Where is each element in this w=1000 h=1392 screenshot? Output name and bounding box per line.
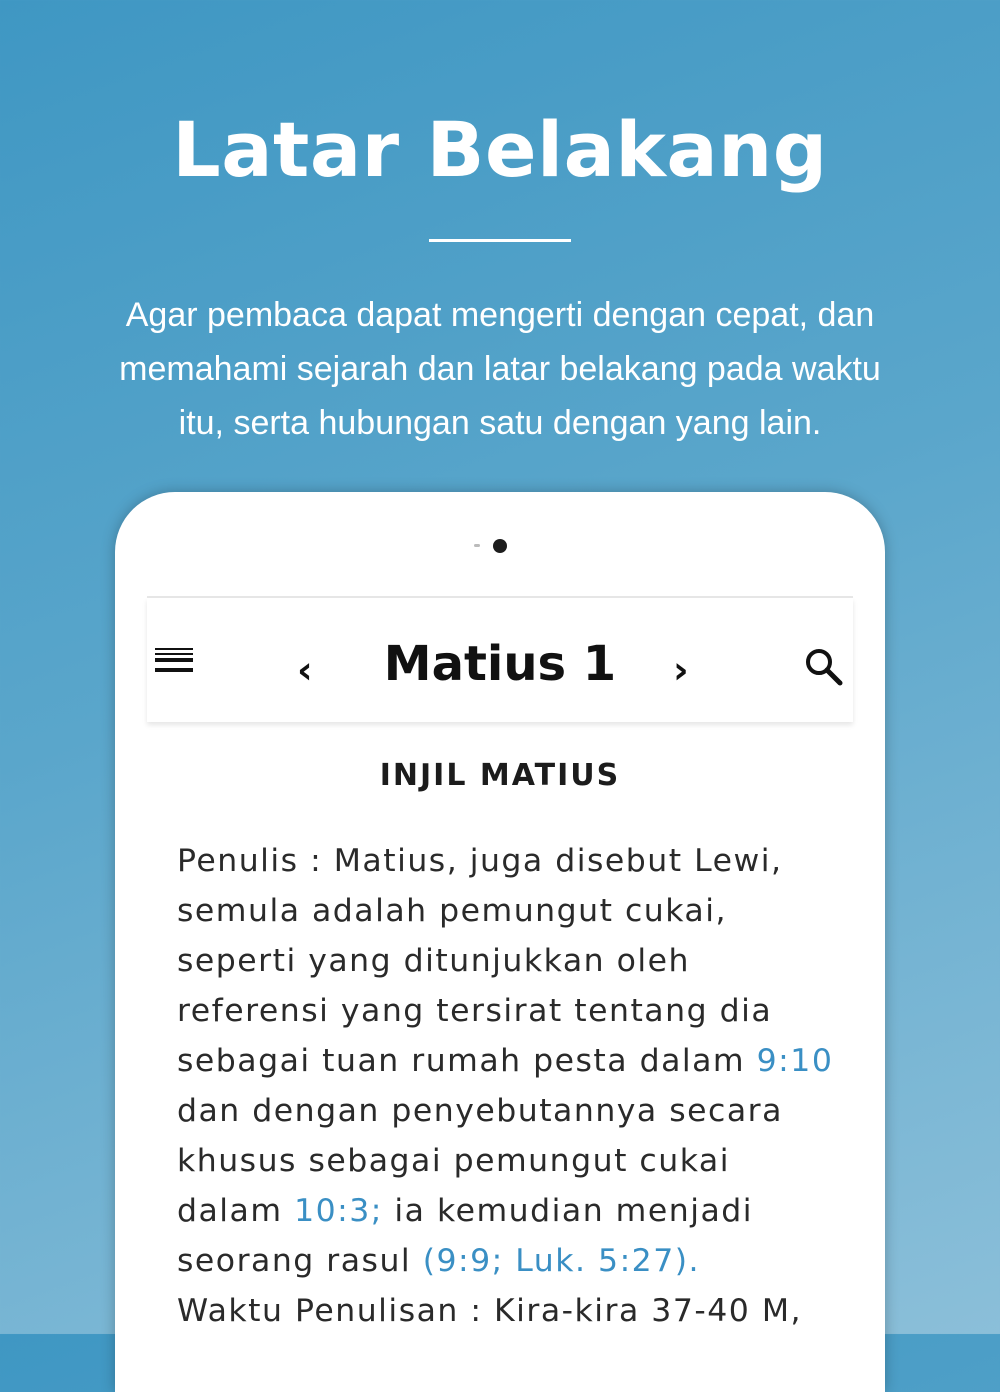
verse-reference-link[interactable]: 9:10 bbox=[756, 1043, 834, 1079]
text-segment: sebagai tuan rumah pesta dalam bbox=[177, 1043, 757, 1079]
text-line: seperti yang ditunjukkan oleh bbox=[177, 943, 690, 979]
book-introduction bbox=[177, 836, 837, 1336]
text-line: khusus sebagai pemungut cukai bbox=[177, 1143, 730, 1179]
text-line bbox=[177, 1236, 837, 1286]
text-line bbox=[177, 1186, 837, 1236]
text-segment: seorang rasul bbox=[177, 1243, 423, 1279]
verse-reference-link[interactable]: 10:3; bbox=[294, 1193, 383, 1229]
promo-description-line: Agar pembaca dapat mengerti dengan cepat, dan bbox=[125, 296, 875, 334]
hamburger-menu-icon[interactable] bbox=[155, 648, 195, 682]
promo-description bbox=[70, 288, 930, 450]
text-segment: ia kemudian menjadi bbox=[382, 1193, 754, 1229]
text-line: Penulis : Matius, juga disebut Lewi, bbox=[177, 843, 783, 879]
app-bar bbox=[147, 598, 853, 722]
text-line: semula adalah pemungut cukai, bbox=[177, 893, 727, 929]
title-divider bbox=[429, 239, 571, 242]
text-line: Waktu Penulisan : Kira-kira 37-40 M, bbox=[177, 1293, 803, 1329]
verse-reference-link[interactable]: (9:9; Luk. 5:27). bbox=[422, 1243, 701, 1279]
text-line bbox=[177, 1036, 837, 1086]
app-screen bbox=[147, 596, 853, 1358]
text-line: dan dengan penyebutannya secara bbox=[177, 1093, 783, 1129]
search-icon[interactable] bbox=[803, 646, 845, 688]
promo-description-line: itu, serta hubungan satu dengan yang lain. bbox=[178, 404, 822, 442]
chevron-right-icon[interactable]: › bbox=[673, 648, 689, 692]
promo-description-line: memahami sejarah dan latar belakang pada waktu bbox=[119, 350, 881, 388]
book-heading: INJIL MATIUS bbox=[379, 758, 621, 793]
promo-title: Latar Belakang bbox=[172, 105, 828, 194]
text-segment: dalam bbox=[177, 1193, 295, 1229]
chevron-left-icon[interactable]: ‹ bbox=[297, 648, 313, 692]
chapter-title[interactable]: Matius 1 bbox=[383, 636, 617, 692]
light-sensor bbox=[474, 544, 480, 547]
text-line: referensi yang tersirat tentang dia bbox=[177, 993, 773, 1029]
camera-icon bbox=[493, 539, 507, 553]
